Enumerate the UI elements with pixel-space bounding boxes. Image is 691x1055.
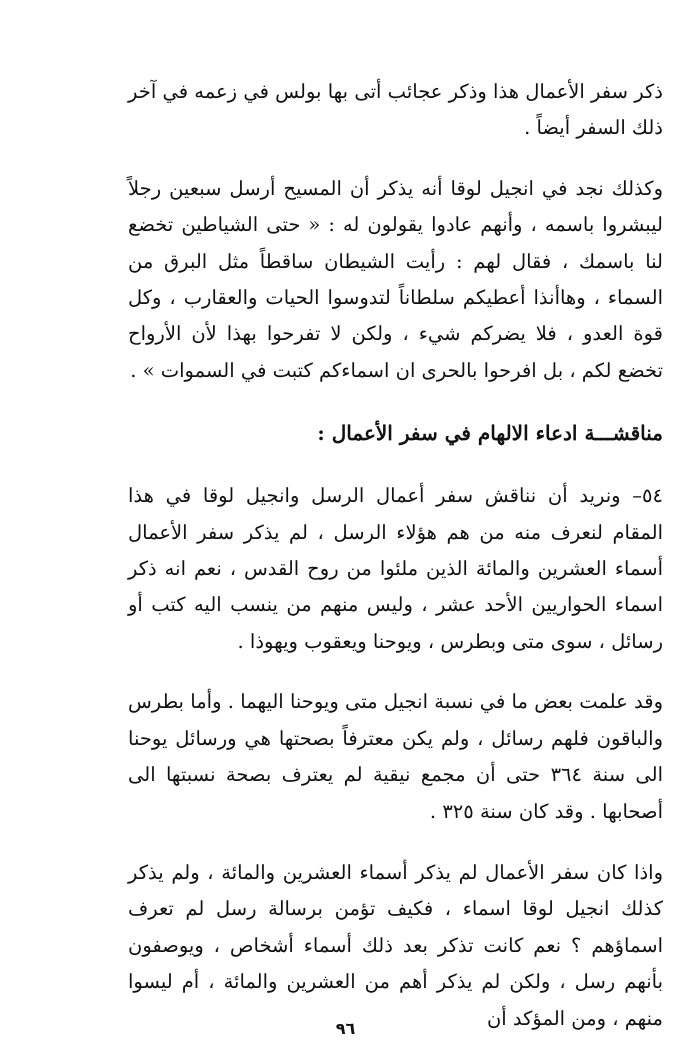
paragraph-3: ٥٤– ونريد أن نناقش سفر أعمال الرسل وانجيل لوقا في هذا المقام لنعرف منه من هم هؤلاء الرسل ، لم يذكر سفر الأعمال أسماء العشرين والمائة الذين ملئوا من روح القدس ، نعم انه ذكر اسماء الحواريين الأحد عشر ، وليس منهم من ينسب اليه كتب أو رسائل ، سوى متى وبطرس ، ويوحنا ويعقوب ويهوذا . (128, 484, 663, 653)
page-number: ٩٦ (335, 1019, 356, 1038)
paragraph-5: واذا كان سفر الأعمال لم يذكر أسماء العشرين والمائة ، ولم يذكر كذلك انجيل لوقا اسماء ، فكيف تؤمن برسالة رسل لم تعرف اسماؤهم ؟ نعم كانت تذكر بعد ذلك أسماء أشخاص ، ويوصفون بأنهم رسل ، ولكن لم يذكر أهم من العشرين والمائة ، أم ليسوا منهم ، ومن المؤكد أن (128, 860, 663, 1030)
paragraph-4: وقد علمت بعض ما في نسبة انجيل متى ويوحنا اليهما . وأما بطرس والباقون فلهم رسائل ، ولم يكن معترفاً بصحتها هي ورسائل يوحنا الى سنة ٣٦٤ حتى أن مجمع نيقية لم يعترف بصحة نسبتها الى أصحابها . وقد كان سنة ٣٢٥ . (128, 690, 664, 823)
page-body (128, 74, 663, 1037)
paragraph-2: وكذلك نجد في انجيل لوقا أنه يذكر أن المسيح أرسل سبعين رجلاً ليبشروا باسمه ، وأنهم عادوا يقولون له : « حتى الشياطين تخضع لنا باسمك ، فقال لهم : رأيت الشيطان ساقطاً مثل البرق من السماء ، وهاأنذا أعطيكم سلطاناً لتدوسوا الحيات والعقارب ، وكل قوة العدو ، فلا يضركم شيء ، ولكن لا تفرحوا بهذا لأن الأرواح تخضع لكم ، بل افرحوا بالحرى ان اسماءكم كتبت في السموات » . (128, 176, 663, 382)
section-heading: مناقشـــة ادعاء الالهام في سفر الأعمال : (317, 421, 663, 446)
paragraph-1: ذكر سفر الأعمال هذا وذكر عجائب أتى بها بولس في زعمه في آخر ذلك السفر أيضاً . (128, 80, 663, 140)
